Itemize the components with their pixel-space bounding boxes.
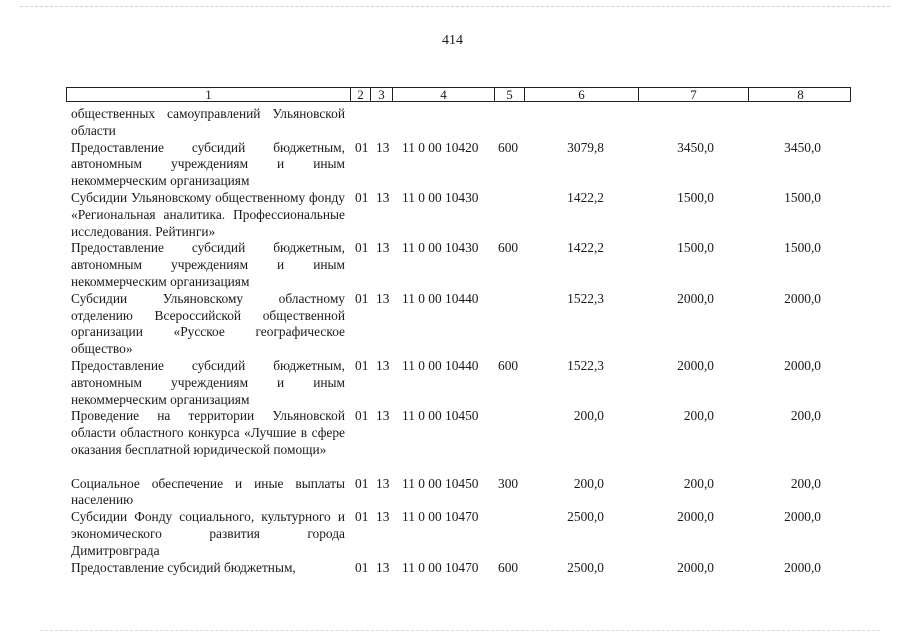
row-description: Субсидии Ульяновскому общественному фонду «Региональная аналитика. Профессиональные исследования. Рейтинги» xyxy=(71,189,345,239)
row-col-4: 11 0 00 10470 xyxy=(402,509,479,525)
row-col-6: 2500,0 xyxy=(567,559,604,575)
row-col-7: 200,0 xyxy=(683,475,714,491)
row-col-5: 600 xyxy=(498,139,519,155)
row-description: Социальное обеспечение и иные выплаты населению xyxy=(71,475,345,508)
row-col-3: 13 xyxy=(376,357,390,373)
row-col-2: 01 xyxy=(355,139,369,155)
table-row xyxy=(0,560,905,577)
row-col-2: 01 xyxy=(355,475,369,491)
row-col-5: 600 xyxy=(498,357,519,373)
table-row xyxy=(0,291,905,358)
row-col-7: 3450,0 xyxy=(677,139,714,155)
row-col-2: 01 xyxy=(355,408,369,424)
row-description: Предоставление субсидий бюджетным, автономным учреждениям и иным некоммерческим организациям xyxy=(71,357,345,407)
row-description: Проведение на территории Ульяновской области областного конкурса «Лучшие в сфере оказания бесплатной юридической помощи» xyxy=(71,408,345,457)
row-col-3: 13 xyxy=(376,509,390,525)
row-col-5: 600 xyxy=(498,559,519,575)
header-col-7: 7 xyxy=(639,88,749,101)
row-col-3: 13 xyxy=(376,475,390,491)
row-col-7: 2000,0 xyxy=(677,290,714,306)
row-col-3: 13 xyxy=(376,559,390,575)
row-col-8: 200,0 xyxy=(790,475,821,491)
scan-artifact-top xyxy=(20,6,890,8)
row-col-8: 1500,0 xyxy=(784,240,821,256)
row-col-3: 13 xyxy=(376,189,390,205)
row-col-5: 600 xyxy=(498,240,519,256)
row-col-7: 1500,0 xyxy=(677,240,714,256)
table-row xyxy=(0,106,905,140)
header-col-4: 4 xyxy=(393,88,495,101)
header-col-2: 2 xyxy=(351,88,371,101)
row-col-4: 11 0 00 10440 xyxy=(402,290,479,306)
row-col-6: 1522,3 xyxy=(567,357,604,373)
table-row xyxy=(0,240,905,290)
row-description: Предоставление субсидий бюджетным, xyxy=(71,559,296,575)
row-col-8: 2000,0 xyxy=(784,290,821,306)
row-col-2: 01 xyxy=(355,189,369,205)
row-col-2: 01 xyxy=(355,559,369,575)
row-col-8: 200,0 xyxy=(790,408,821,424)
row-col-3: 13 xyxy=(376,408,390,424)
row-col-2: 01 xyxy=(355,290,369,306)
row-col-7: 200,0 xyxy=(683,408,714,424)
row-col-6: 1422,2 xyxy=(567,240,604,256)
row-col-7: 2000,0 xyxy=(677,509,714,525)
row-col-2: 01 xyxy=(355,509,369,525)
row-col-4: 11 0 00 10440 xyxy=(402,357,479,373)
row-col-5: 300 xyxy=(498,475,519,491)
row-description: Предоставление субсидий бюджетным, автономным учреждениям и иным некоммерческим организациям xyxy=(71,240,345,289)
table-row xyxy=(0,358,905,408)
row-col-6: 1522,3 xyxy=(567,290,604,306)
row-col-6: 1422,2 xyxy=(567,189,604,205)
row-col-4: 11 0 00 10470 xyxy=(402,559,479,575)
header-col-1: 1 xyxy=(67,88,351,101)
header-col-5: 5 xyxy=(495,88,525,101)
row-col-8: 2000,0 xyxy=(784,509,821,525)
row-description: Предоставление субсидий бюджетным, автономным учреждениям и иным некоммерческим организациям xyxy=(71,139,345,189)
table-header xyxy=(66,87,851,102)
row-description: общественных самоуправлений Ульяновской области xyxy=(71,106,345,138)
row-col-4: 11 0 00 10450 xyxy=(402,408,479,424)
table-row xyxy=(0,476,905,510)
table-row xyxy=(0,408,905,475)
header-col-8: 8 xyxy=(797,87,804,102)
row-col-4: 11 0 00 10420 xyxy=(402,139,479,155)
row-col-8: 2000,0 xyxy=(784,559,821,575)
header-col-6: 6 xyxy=(525,88,639,101)
row-col-7: 2000,0 xyxy=(677,357,714,373)
row-col-6: 3079,8 xyxy=(567,139,604,155)
row-col-4: 11 0 00 10450 xyxy=(402,475,479,491)
page-number: 414 xyxy=(442,33,463,48)
row-col-2: 01 xyxy=(355,240,369,256)
table-row xyxy=(0,509,905,559)
row-col-3: 13 xyxy=(376,240,390,256)
row-description: Субсидии Фонду социального, культурного и экономического развития города Димитровграда xyxy=(71,509,345,558)
header-col-3: 3 xyxy=(371,88,393,101)
row-col-8: 3450,0 xyxy=(784,139,821,155)
row-col-3: 13 xyxy=(376,290,390,306)
row-description: Субсидии Ульяновскому областному отделению Всероссийской общественной организации «Русское географическое общество» xyxy=(71,290,345,357)
row-col-3: 13 xyxy=(376,139,390,155)
row-col-4: 11 0 00 10430 xyxy=(402,189,479,205)
row-col-7: 1500,0 xyxy=(677,189,714,205)
row-col-8: 1500,0 xyxy=(784,189,821,205)
row-col-7: 2000,0 xyxy=(677,559,714,575)
row-col-2: 01 xyxy=(355,357,369,373)
table-body xyxy=(0,106,905,576)
table-row xyxy=(0,140,905,190)
row-col-8: 2000,0 xyxy=(784,357,821,373)
row-col-6: 200,0 xyxy=(573,475,604,491)
row-col-6: 2500,0 xyxy=(567,509,604,525)
row-col-6: 200,0 xyxy=(573,408,604,424)
row-col-4: 11 0 00 10430 xyxy=(402,240,479,256)
scan-artifact-bottom xyxy=(40,630,880,632)
table-row xyxy=(0,190,905,240)
